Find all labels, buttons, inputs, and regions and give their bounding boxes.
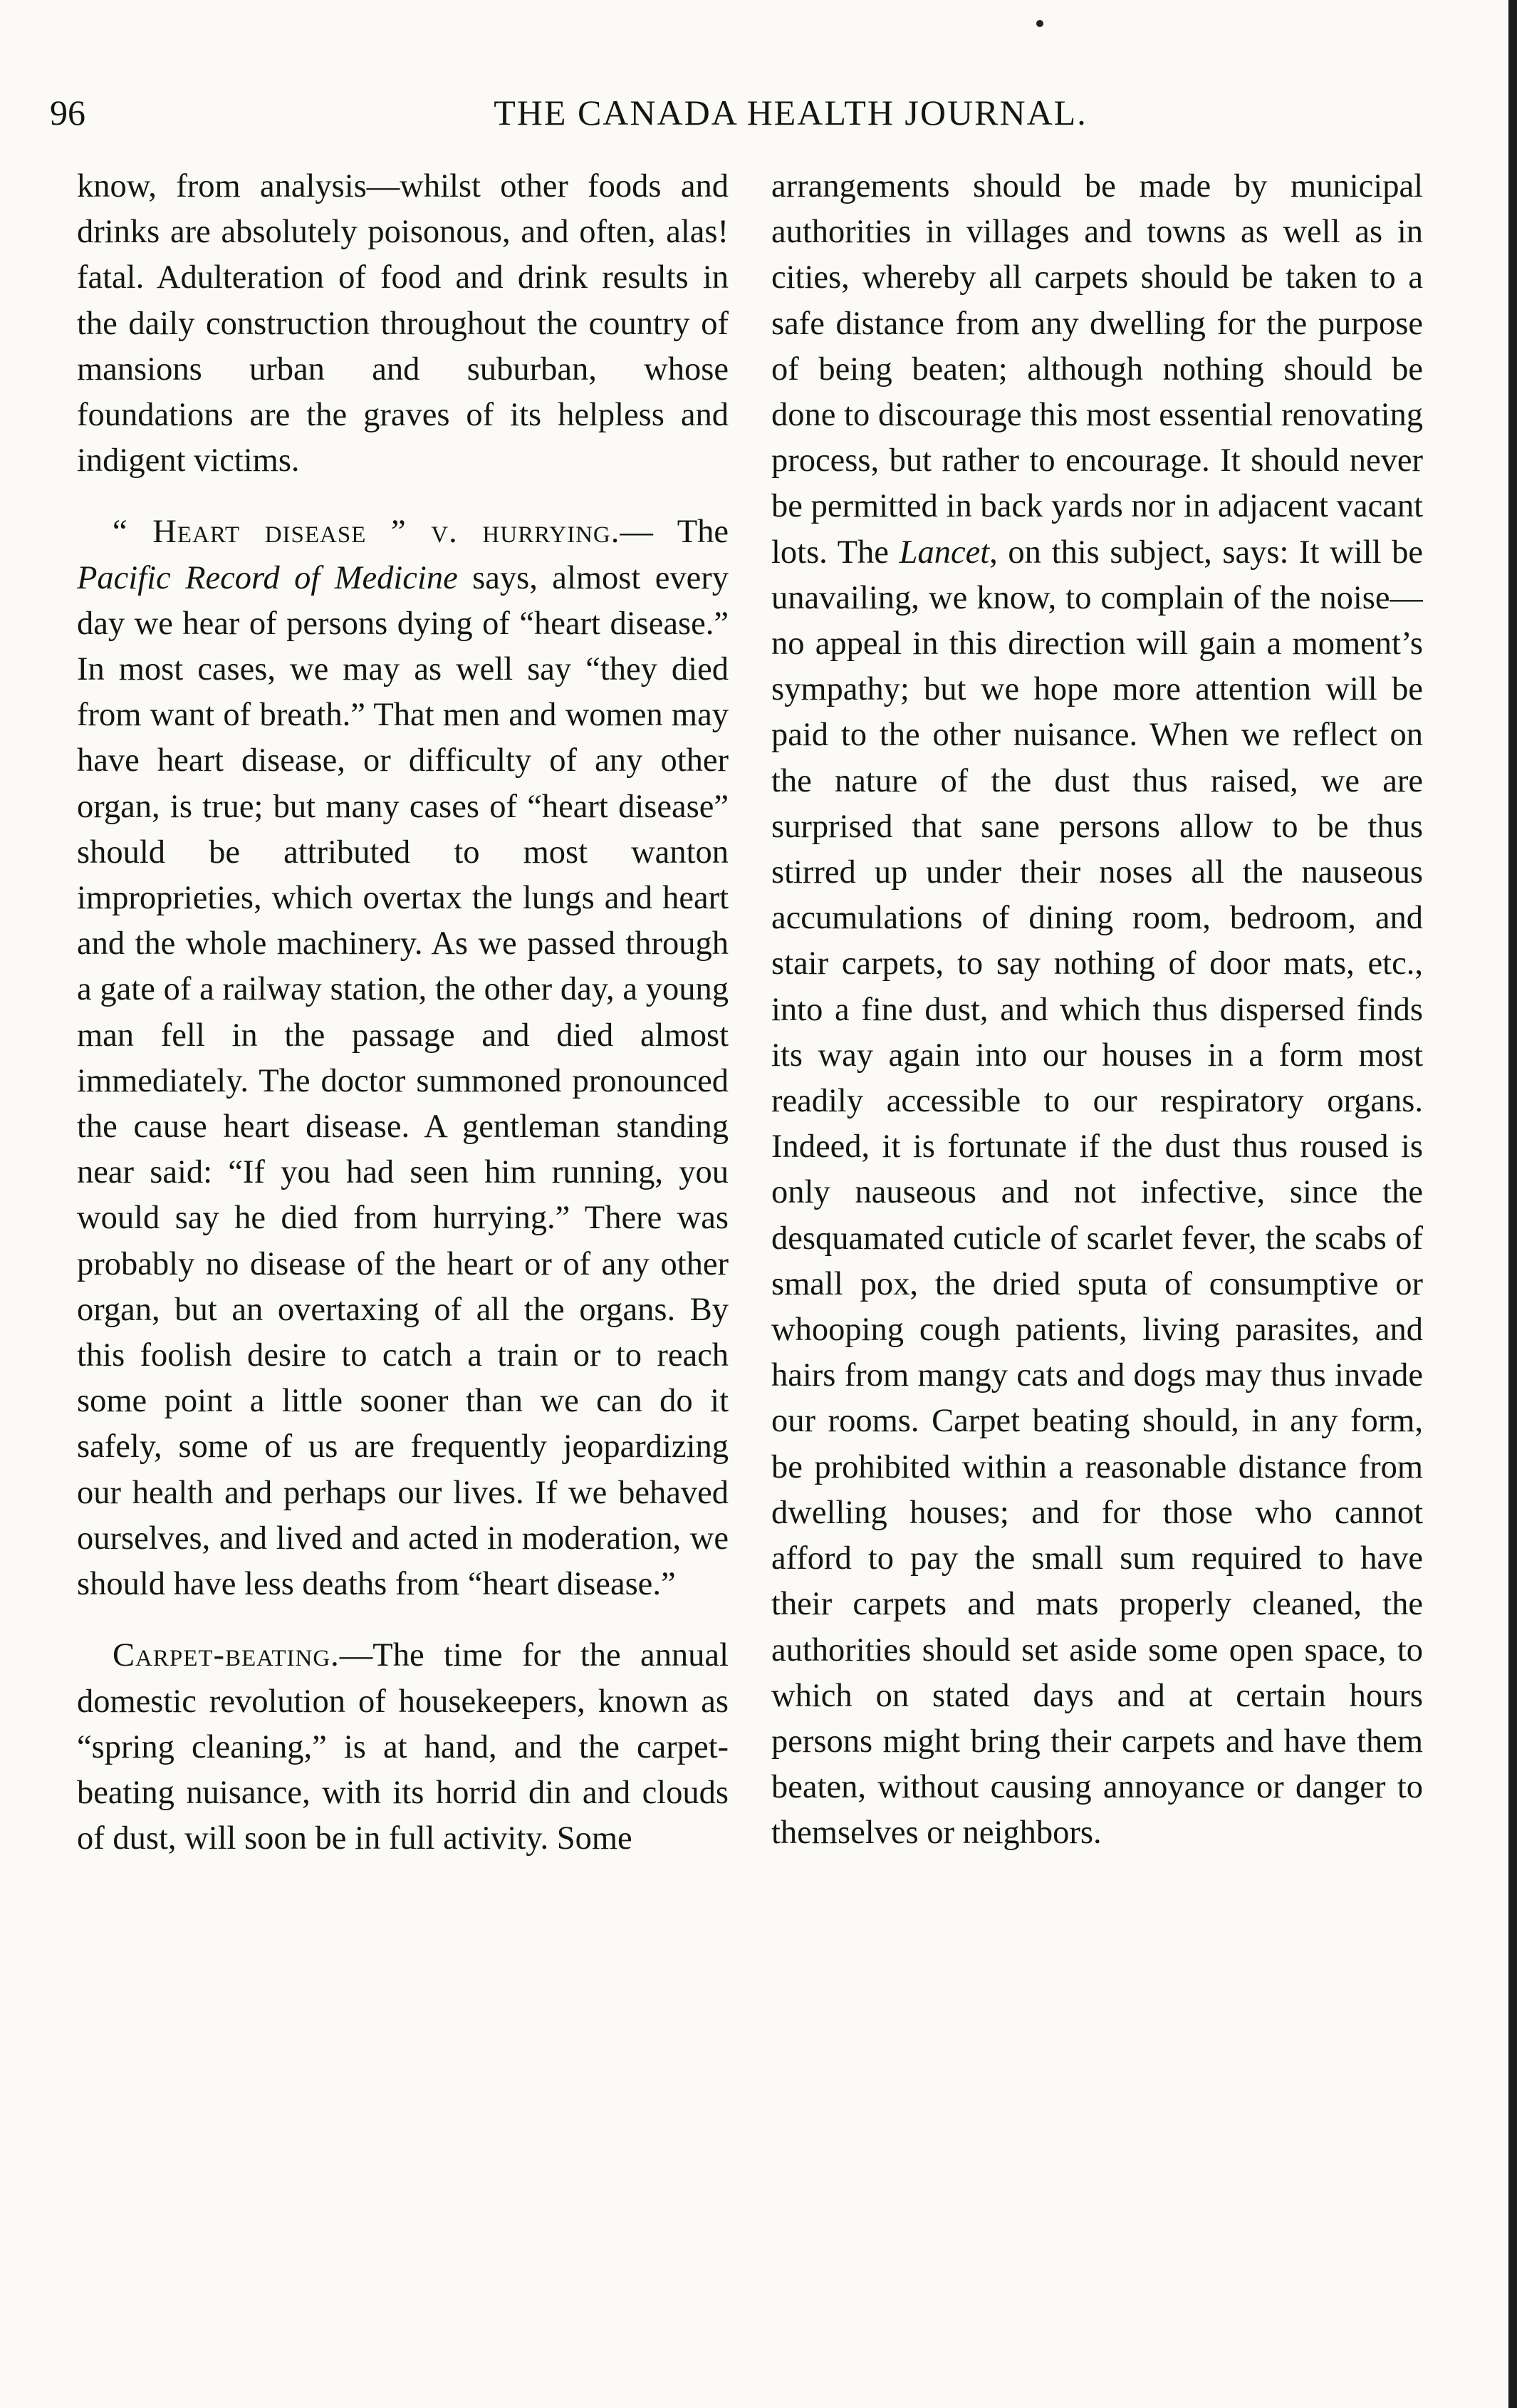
section-heading-heart-disease: “ Heart disease ” v. hurrying.— (113, 514, 654, 551)
section-heading-carpet-beating: Carpet-beating. (113, 1637, 340, 1674)
carpet-beating-body: —The time for the annual domestic revolution of housekeepers, known as “spring cleaning,” is at hand, and the carpet-beating nuisance, with its horrid din and clouds of dust, will soon be in full activity. Some (77, 1637, 729, 1857)
right-column (771, 164, 1423, 2344)
page-number: 96 (50, 93, 85, 133)
heart-disease-lead: The (677, 514, 729, 551)
print-speck (1036, 20, 1043, 27)
carpet-continued-part-b: , on this subject, says: It will be unavailing, we know, to complain of the noise—no appeal in this direction will gain a moment’s sympathy; but we hope more attention will be paid to the other nuisance. When we reflect on the nature of the dust thus raised, we are surprised that sane persons allow to be thus stirred up under their noses all the nauseous accumulations of dining room, bedroom, and stair carpets, to say nothing of door mats, etc., into a fine dust, and which thus dispersed finds its way again into our houses in a form most readily accessible to our respiratory organs. Indeed, it is fortunate if the dust thus roused is only nauseous and not infective, since the desquamated cuticle of scarlet fever, the scabs of small pox, the dried sputa of consumptive or whooping cough patients, living parasites, and hairs from mangy cats and dogs may thus invade our rooms. Carpet beating should, in any form, be prohibited within a reasonable distance from dwelling houses; and for those who cannot afford to pay the small sum required to have their carpets and mats properly cleaned, the authorities should set aside some open space, to which on stated days and at certain hours persons might bring their carpets and have them beaten, without causing annoyance or danger to themselves or neighbors. (771, 534, 1423, 1852)
paragraph-carpet-beating (77, 1633, 729, 1862)
page-edge-shadow (1508, 0, 1517, 2408)
paragraph-adulteration-end: know, from analysis—whilst other foods and drinks are absolutely poisonous, and often, alas! fatal. Adulteration of food and drink results in the daily construction throughout the country of mansions urban and suburban, whose foundations are the graves of its helpless and indigent victims. (77, 168, 729, 479)
heart-disease-body: says, almost every day we hear of persons dying of “heart disease.” In most cases, we may as well say “they died from want of breath.” That men and women may have heart disease, or difficulty of any other organ, is true; but many cases of “heart disease” should be attributed to most wanton improprieties, which overtax the lungs and heart and the whole machinery. As we passed through a gate of a railway station, the other day, a young man fell in the passage and died almost immediately. The doctor summoned pronounced the cause heart disease. A gentleman standing near said: “If you had seen him running, you would say he died from hurrying.” There was probably no disease of the heart or of any other organ, but an overtaxing of all the organs. By this foolish desire to catch a train or to reach some point a little sooner than we can do it safely, some of us are frequently jeopardizing our health and perhaps our lives. If we behaved ourselves, and lived and acted in moderation, we should have less deaths from “heart disease.” (77, 559, 729, 1603)
paragraph-heart-disease (77, 509, 729, 1607)
left-column (77, 164, 729, 2344)
carpet-continued-part-a: arrangements should be made by municipal authorities in villages and towns as well as in cities, whereby all carpets should be taken to a safe distance from any dwelling for the purpose of being beaten; although nothing should be done to discourage this most essential renovating process, but rather to encourage. It should never be permitted in back yards nor in adjacent vacant lots. The (771, 168, 1423, 571)
paragraph-carpet-beating-continued (771, 164, 1423, 1857)
running-title: THE CANADA HEALTH JOURNAL. (494, 93, 1088, 133)
page-header (50, 84, 1467, 141)
journal-title-lancet: Lancet (899, 534, 990, 571)
journal-title-pacific-record: Pacific Record of Medicine (77, 559, 458, 596)
